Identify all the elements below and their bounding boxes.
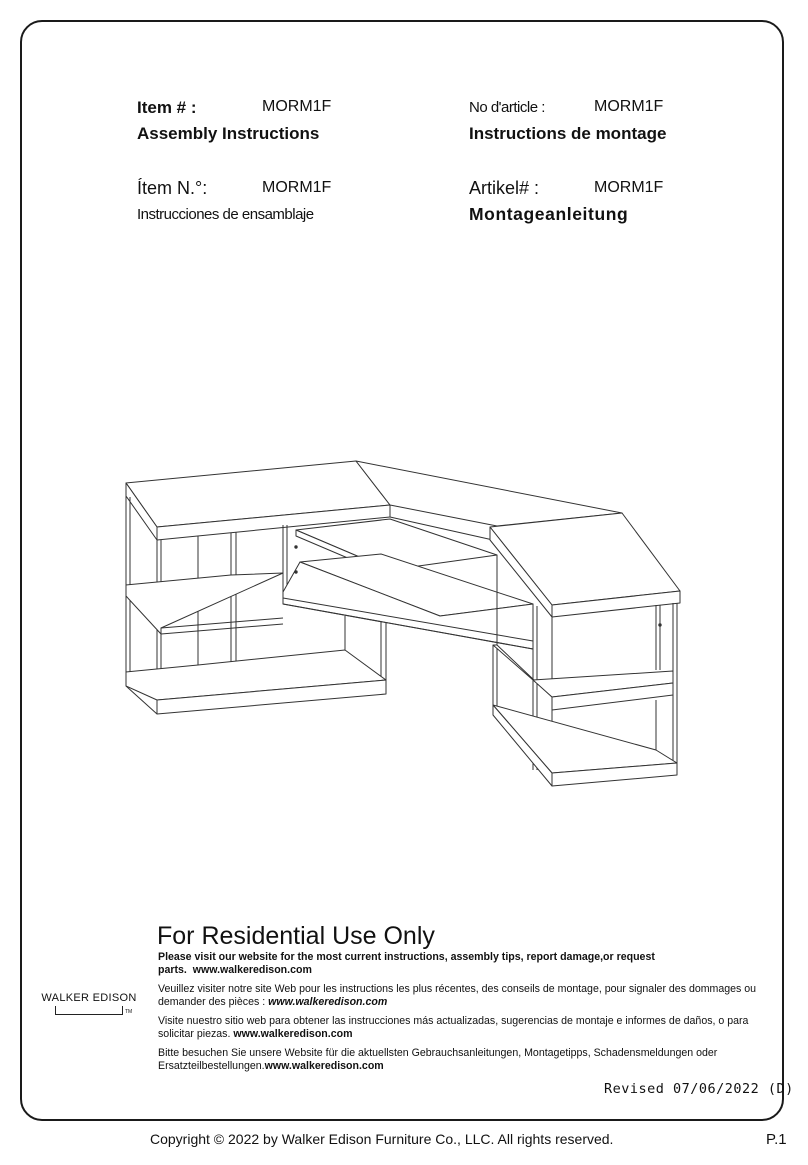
logo-trademark: TM [125,1009,133,1015]
notice-fr: Veuillez visiter notre site Web pour les instructions les plus récentes, des conseils de montage, pour signaler des dommages ou demander des pièces : www.walkeredison.com [158,983,757,1008]
corner-desk-illustration [120,455,690,795]
website-link-en[interactable]: www.walkeredison.com [192,964,312,976]
residential-use-title: For Residential Use Only [157,922,435,950]
title-de: Montageanleitung [469,204,629,224]
logo-text: WALKER EDISON [41,992,137,1004]
item-label-fr: No d'article : [469,99,545,116]
item-value-en: MORM1F [262,98,332,115]
copyright-notice: Copyright © 2022 by Walker Edison Furniture Co., LLC. All rights reserved. [150,1131,614,1147]
item-label-de: Artikel# : [469,178,540,198]
item-value-es: MORM1F [262,179,332,196]
notice-es: Visite nuestro sitio web para obtener las instrucciones más actualizadas, sugerencias de montaje e informes de daños, o para solicitar piezas. www.walkeredison.com [158,1015,749,1040]
notice-text-block [158,951,768,1079]
walker-edison-logo [39,992,139,1018]
title-es: Instrucciones de ensamblaje [137,206,314,223]
website-link-fr[interactable]: www.walkeredison.com [268,996,388,1008]
title-fr: Instructions de montage [469,124,667,143]
notice-en: Please visit our website for the most current instructions, assembly tips, report damage,or request parts. www.walkeredison.com [158,951,655,976]
website-link-de[interactable]: www.walkeredison.com [264,1060,384,1072]
item-value-fr: MORM1F [594,98,664,115]
item-label-es: Ítem N.°: [137,178,208,198]
logo-underline [55,1006,123,1015]
item-label-en: Item # : [137,98,197,117]
page-number: P.1 [766,1131,787,1148]
notice-de: Bitte besuchen Sie unsere Website für die aktuellsten Gebrauchsanleitungen, Montagetipps, Schadensmeldungen oder Ersatzteilbestellungen.www.walkeredison.com [158,1047,718,1072]
item-value-de: MORM1F [594,179,664,196]
revision-date: Revised 07/06/2022 (D) [604,1081,794,1097]
website-link-es[interactable]: www.walkeredison.com [233,1028,353,1040]
title-en: Assembly Instructions [137,124,320,143]
